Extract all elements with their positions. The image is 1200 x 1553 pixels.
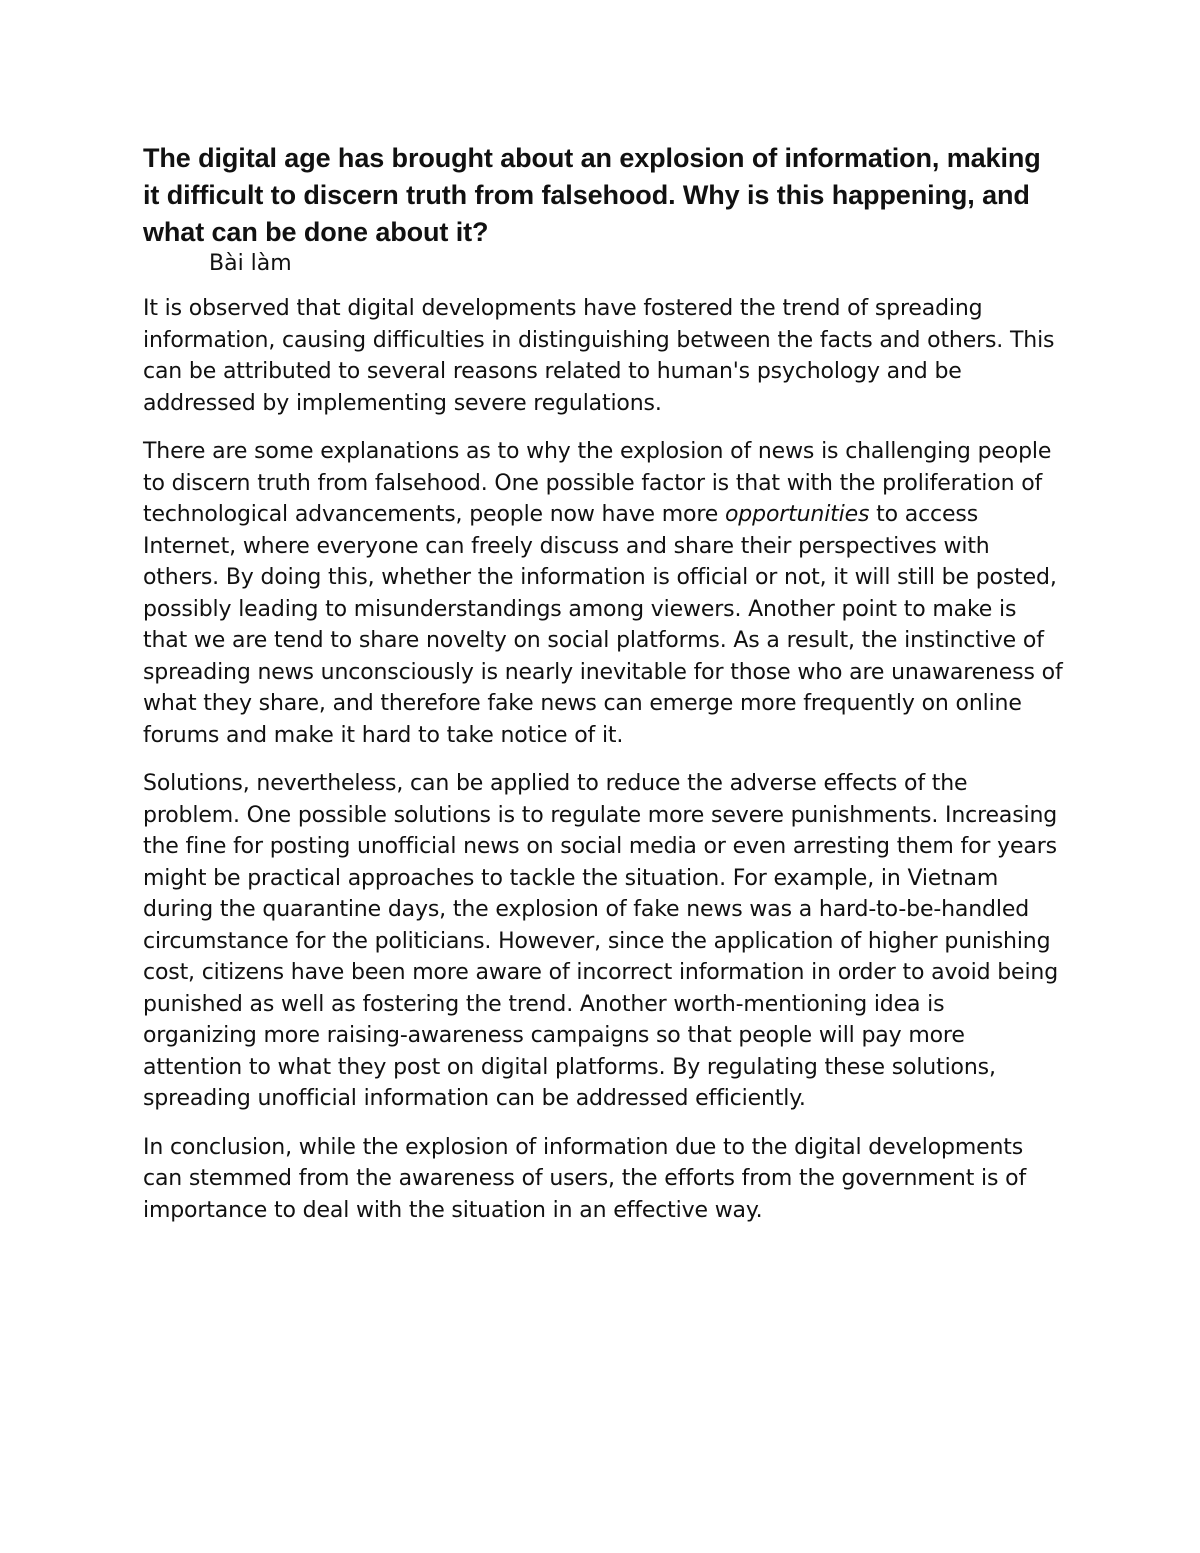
document-page [143, 140, 1063, 1243]
italic-word: opportunities [725, 502, 870, 527]
body-paragraph-1-start: There are some explanations as to why the explosion of news is challenging people to discern truth from falsehood. One possible factor is that with the proliferation of technological advancements, people now have more [143, 439, 1052, 527]
intro-paragraph: It is observed that digital developments have fostered the trend of spreading information, causing difficulties in distinguishing between the facts and others. This can be attributed to several reasons related to human's psychology and be addressed by implementing severe regulations. [143, 296, 1055, 416]
conclusion-paragraph: In conclusion, while the explosion of information due to the digital developments can stemmed from the awareness of users, the efforts from the government is of importance to deal with the situation in an effective way. [143, 1134, 1027, 1223]
essay-subtitle: Bài làm [209, 251, 292, 276]
body-paragraph-1 [143, 436, 1063, 751]
body-paragraph-2: Solutions, nevertheless, can be applied to reduce the adverse effects of the problem. One possible solutions is to regulate more severe punishments. Increasing the fine for posting unofficial news on social media or even arresting them for years might be practical approaches to tackle the situation. For example, in Vietnam during the quarantine days, the explosion of fake news was a hard-to-be-handled circumstance for the politicians. However, since the application of higher punishing cost, citizens have been more aware of incorrect information in order to avoid being punished as well as fostering the trend. Another worth-mentioning idea is organizing more raising-awareness campaigns so that people will pay more attention to what they post on digital platforms. By regulating these solutions, spreading unofficial information can be addressed efficiently. [143, 771, 1059, 1111]
body-paragraph-1-end: to access Internet, where everyone can freely discuss and share their perspectives with others. By doing this, whether the information is official or not, it will still be posted, possibly leading to misunderstandings among viewers. Another point to make is that we are tend to share novelty on social platforms. As a result, the instinctive of spreading news unconsciously is nearly inevitable for those who are unawareness of what they share, and therefore fake news can emerge more frequently on online forums and make it hard to take notice of it. [143, 502, 1063, 748]
essay-prompt-title: The digital age has brought about an explosion of information, making it difficult to discern truth from falsehood. Why is this happening, and what can be done about it? [143, 143, 1041, 247]
